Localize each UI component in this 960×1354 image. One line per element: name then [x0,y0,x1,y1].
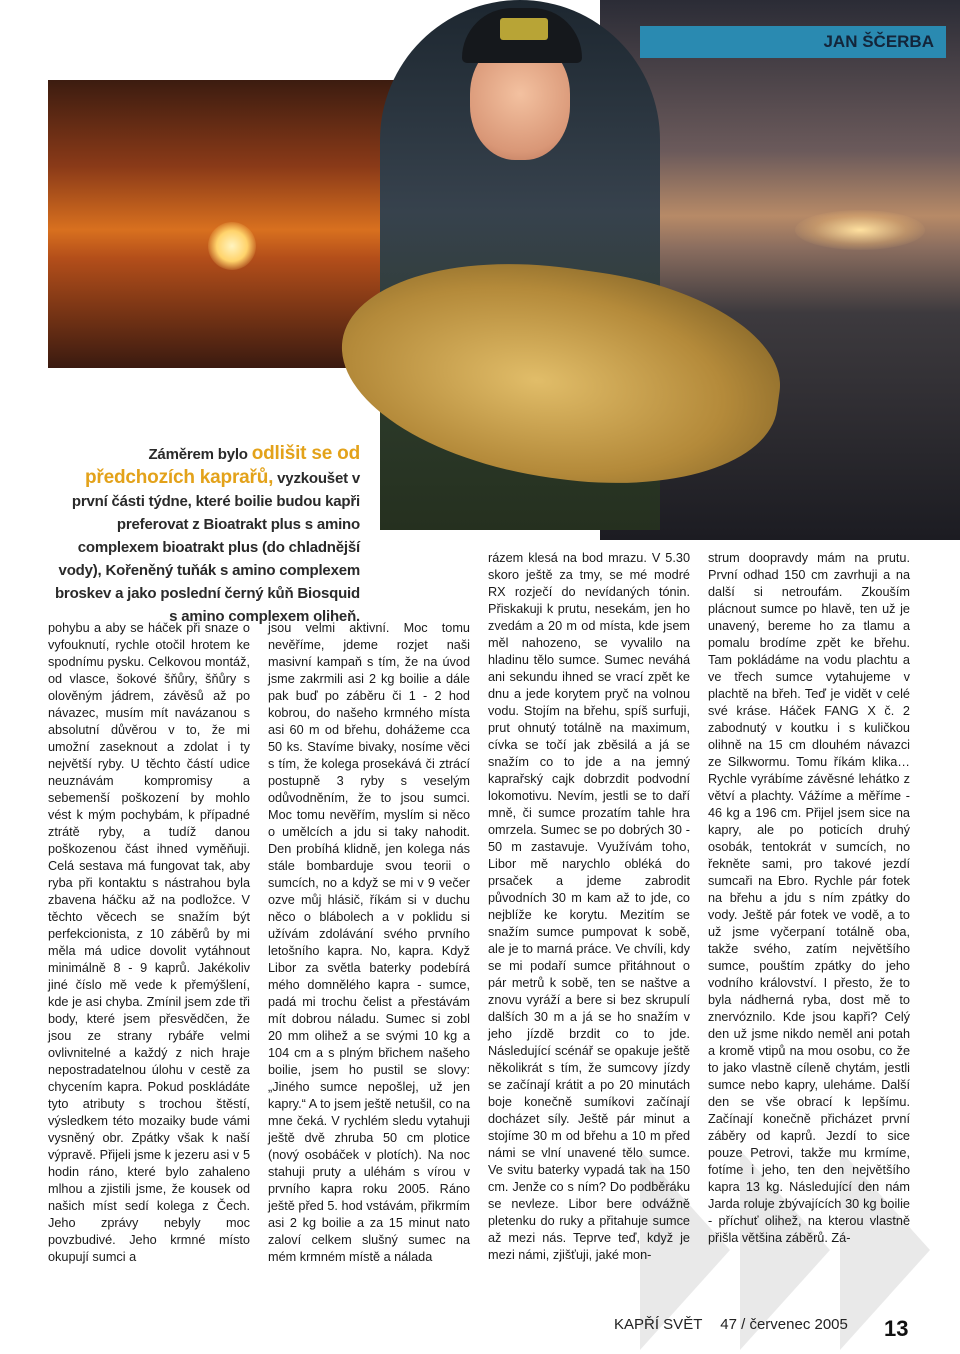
page-number: 13 [884,1316,909,1341]
lead-paragraph [48,442,360,628]
column-1 [48,620,250,1266]
column-1-text: pohybu a aby se háček při snaze o vyfouknutí, rychle otočil hrotem ke spodnímu pysku. Celkovou montáž, od vlasce, šokové šňůry, šňůry s olověným jádrem, závěsů až po návazec, musím mít navázanou s absolutní důvěrou v to, že mi umožní zaseknout a zdolat i ty největší ryby. U těchto částí udice neuznávám kompromisy a sebemenší poškození by mohlo vést k mým pochybám, k případné ztrátě ryby, a tudíž danou poškozenou část ihned vyměňuji. Celá sestava má fungovat tak, aby ryba při kontaktu s nástrahou byla zbavena háčku až na podložce. V těchto věcech se snažím být perfekcionista, z 10 záběrů by mi měla má udice dovolit vytáhnout minimálně 8 - 9 kaprů. Jakékoliv jiné číslo mě vede k přemýšlení, kde je asi chyba. Zmínil jsem zde tři body, které jsem přesvědčen, že jsou ze strany rybáře velmi ovlivnitelné a každý z nich hraje nepostradatelnou úlohu v cestě za chycením kapra. Pokud poskládáte tyto atributy s trochou štěstí, výsledkem této mozaiky bude vámi vysněný obr. Zpátky však k naší výpravě. Přijeli jsme k jezeru asi v 5 hodin ráno, které bylo zahaleno mlhou a zjistili jsme, že kousek od našich míst sedí kolega z Čech. Jeho zprávy nebyly moc povzbudivé. Jeho krmné místo okupují sumci a [48,621,250,1264]
column-4-text: strum doopravdy mám na prutu. První odhad 150 cm zavrhuji a na další si netroufám. Zkouším plácnout sumce po hlavě, ten už je unavený, bereme ho za tlamu a pomalu brodíme zpět ke břehu. Tam pokládáme na vodu plachtu a ve třech sumce vytahujeme v plachtě na břeh. Teď je vidět v celé své kráse. Háček FANG X č. 2 zabodnutý v koutku i s kuličkou olihně na 15 cm dlouhém návazci ze Silkwormu. Tomu říkám klika… Rychle vyrábíme závěsné lehátko z větví a plachty. Vážíme a měříme - 46 kg a 196 cm. Přijel jsem sice na kapry, ale po poticích druhý osobák, tentokrát v sumcích, no řekněte sami, pro takové jezdí sumcaři na Ebro. Rychle pár fotek na břehu a jdu s ním zpátky do vody. Ještě pár fotek ve vodě, a to už jsme vyčerpaní totálně oba, takže svého, zatím největšího sumce, pouštím zpátky do jeho vodního království. I přesto, že to byla nádherná ryba, dost mě to znervóznilo. Kde jsou kapři? Celý den už jsme nikdo neměl ani potah a kromě vtipů na mou osobu, co že to jako vlastně cíleně chytám, jestli sumce nebo kapry, uleháme. Další den se vše obrací k lepšímu. Začínají konečně přicházet první záběry od kaprů. Jezdí to sice pouze Petrovi, takže mu krmíme, fotíme i jeho, ten den největšího kapra 13 kg. Následující den nám Jarda roluje zbývajících 30 kg boilie - příchuť olihež, na kterou vlastně přišla většina záběrů. Zá- [708,551,910,1245]
column-3 [488,550,690,1264]
magazine-name: KAPŘÍ SVĚT [614,1316,703,1333]
column-2 [268,620,470,1266]
column-2-text: jsou velmi aktivní. Moc tomu nevěříme, jdeme rozjet naši masivní kampaň s tím, že na úvod jsme zakrmili asi 2 kg boilie a dále pak buď po záběru či 1 - 2 hod kobrou, do našeho krmného místa asi 60 m od břehu, dohážeme cca 50 ks. Stavíme bivaky, nosíme věci s tím, že kolega prosekává či ztrácí postupně 3 ryby s veselým odůvodněním, že to jsou sumci. Moc tomu nevěřím, myslím si něco o umělcích a jdu si taky nahodit. Den probíhá klidně, jen kolega nás stále bombarduje svou teorii o sumcích, no a když se mi v 9 večer ozve můj hlásič, říkám si v duchu něco o blábolech a v poklidu si užívám zdolávání svého prvního letošního kapra. No, kapra. Když Libor za světla baterky podebírá mého domnělého kapra - sumce, padá mi trochu čelist a přestávám mít dobrou náladu. Sumec si zobl 20 mm olihež a se svými 10 kg a 104 cm a s plným břichem našeho boilie, jsem ho pustil se slovy: „Jiného sumce nepošlej, už jen kapry.“ A to jsem ještě netušil, co na mne čeká. V rychlém sledu vytahuji ještě dvě zhruba 50 cm plotice (nový osobáček v plotích). Na noc stahuji pruty a uléhám s vírou v prvního kapra roku 2005. Ráno ještě před 5. hod vstávám, přikrmím asi 2 kg boilie a za 15 minut nato zaloví celkem slušný sumec na mém krmném místě a nálada [268,621,470,1264]
cap-logo [500,18,548,40]
sunset-sun [208,222,256,270]
lead-highlight: odlišit se od předchozích kaprařů, [85,443,360,488]
footer [614,1316,848,1333]
column-3-text: rázem klesá na bod mrazu. V 5.30 skoro ještě za tmy, se mé modré RX rozječí do nevídaných tónin. Přiskakuji k prutu, nesekám, jen ho zvedám a 20 m od místa, kde jsem měl nahozeno, se vyvalilo na hladinu tělo sumce. Sumec neváhá ani sekundu ihned se vrací zpět ke dnu a jede korytem pryč na volnou vodu. Stojím na břehu, spíš surfuji, prut ohnutý totálně na maximum, cívka se točí jak zběsilá a já se snažím co to jde a na jemný kaprařský cajk dobrzdit podvodní lokomotivu. Nevím, jestli se to daří mně, či sumce prozatím tahle hra omrzela. Sumec se po dobrých 30 - 50 m zastavuje. Využívám toho, Libor mě narychlo obléká do prsaček a jdeme zabrodit původních 30 m kam až to jde, co nejblíže ke korytu. Mezitím se snažím sumce pumpovat k sobě, ale je to marná práce. Ve chvíli, kdy se mi podaří sumce přitáhnout o pár metrů k sobě, ten se naštve a znovu vyráží a bere si bez skrupulí dalších 30 m a já se ho snažím v jeho jízdě brzdit co to jde. Následující scénář se opakuje ještě několikrát s tím, že sumcovy jízdy se začínají krátit a po 20 minutách boje konečně sumíkovi začínají docházet síly. Ještě pár minut a stojíme 30 m od břehu a 10 m před námi se vlní unavené tělo sumce. Ve svitu baterky vypadá tak na 150 cm. Jenže co s ním? Do podběráku se nevleze. Libor bere odvážně pletenku do ruky a přitahuje sumce až mezi nás. Teprve teď, když je mezi námi, zjišťuji, jaké mon- [488,551,690,1262]
issue-info: 47 / červenec 2005 [720,1316,848,1333]
lead-intro: Záměrem bylo [148,446,252,463]
sun-reflection [795,210,925,250]
lead-rest: vyzkoušet v první části týdne, které boilie budou kapři preferovat z Bioatrakt plus s amino complexem bioatrakt plus (do chladnější vody), Kořeněný tuňák s amino complexem broskev a jako poslední černý kůň Biosquid s amino complexem oliheň. [54,470,360,625]
author-name: JAN ŠČERBA [640,26,946,58]
column-4 [708,550,910,1247]
